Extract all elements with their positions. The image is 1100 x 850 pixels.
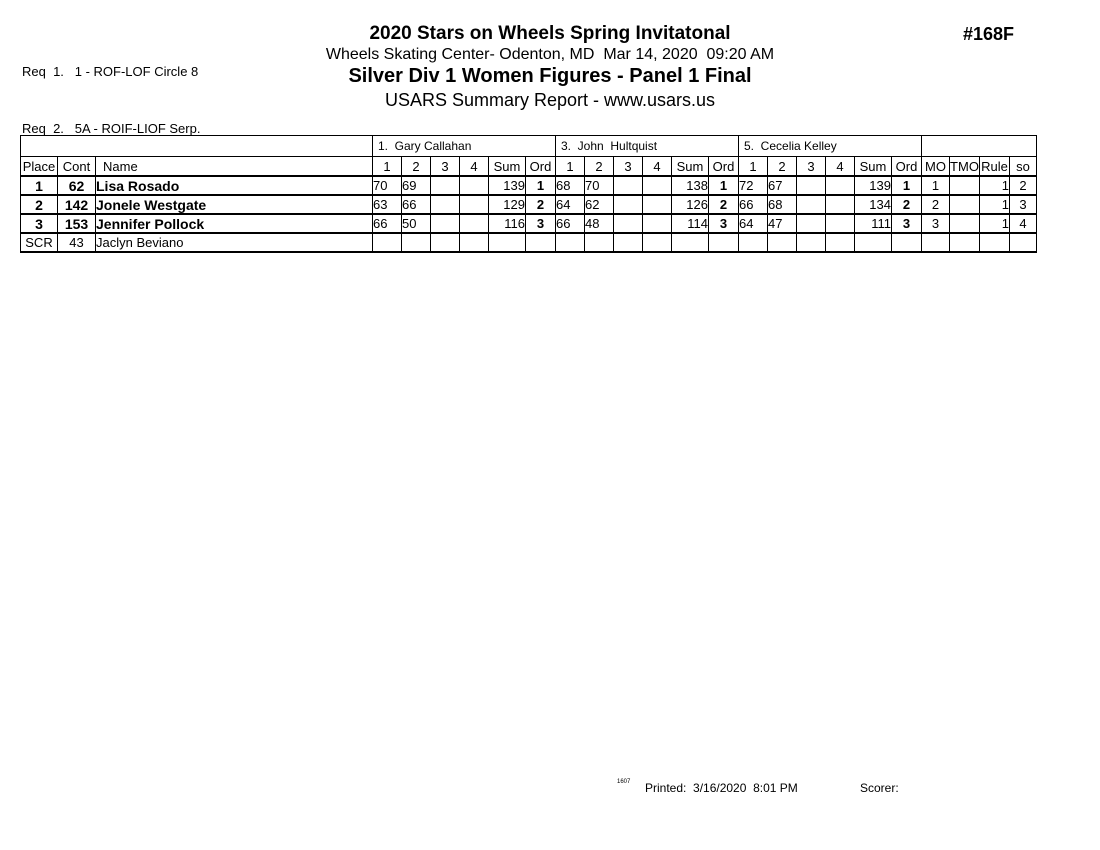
ord-cell: 2 xyxy=(892,195,922,214)
venue-date-line: Wheels Skating Center- Odenton, MD Mar 14, 2020 09:20 AM xyxy=(325,46,775,63)
header-so: so xyxy=(1010,157,1037,177)
score-cell: 68 xyxy=(768,195,797,214)
requirement-line-2: Req 2. 5A - ROIF-LIOF Serp. xyxy=(22,121,201,136)
header-mo: MO xyxy=(922,157,950,177)
judge-name-cell: 5. Cecelia Kelley xyxy=(739,136,922,157)
score-cell: 62 xyxy=(585,195,614,214)
score-cell xyxy=(431,214,460,233)
score-cell: 66 xyxy=(556,214,585,233)
sum-cell: 134 xyxy=(855,195,892,214)
name-cell: Lisa Rosado xyxy=(96,176,373,195)
score-cell xyxy=(614,195,643,214)
name-cell: Jonele Westgate xyxy=(96,195,373,214)
header-ord: Ord xyxy=(709,157,739,177)
header-score-col: 1 xyxy=(739,157,768,177)
division-title: Silver Div 1 Women Figures - Panel 1 Final xyxy=(348,65,752,87)
score-cell xyxy=(373,233,402,252)
score-cell: 64 xyxy=(556,195,585,214)
sum-cell: 139 xyxy=(489,176,526,195)
place-cell: 1 xyxy=(21,176,58,195)
score-cell xyxy=(797,195,826,214)
score-cell xyxy=(643,195,672,214)
cont-cell: 62 xyxy=(58,176,96,195)
score-cell: 68 xyxy=(556,176,585,195)
so-cell: 4 xyxy=(1010,214,1037,233)
score-cell xyxy=(402,233,431,252)
sum-cell xyxy=(672,233,709,252)
score-cell xyxy=(460,176,489,195)
cont-cell: 142 xyxy=(58,195,96,214)
score-cell: 69 xyxy=(402,176,431,195)
sum-cell: 116 xyxy=(489,214,526,233)
so-cell: 3 xyxy=(1010,195,1037,214)
report-code: 1607 xyxy=(617,779,631,785)
score-cell xyxy=(768,233,797,252)
header-score-col: 3 xyxy=(431,157,460,177)
sum-cell: 126 xyxy=(672,195,709,214)
score-cell xyxy=(614,214,643,233)
header-score-col: 2 xyxy=(585,157,614,177)
table-row xyxy=(21,176,1037,195)
judge-name-cell: 1. Gary Callahan xyxy=(373,136,556,157)
mo-cell: 2 xyxy=(922,195,950,214)
header-score-col: 4 xyxy=(460,157,489,177)
score-cell: 66 xyxy=(739,195,768,214)
score-cell xyxy=(460,233,489,252)
judge-name-cell: 3. John Hultquist xyxy=(556,136,739,157)
ord-cell: 3 xyxy=(709,214,739,233)
requirement-line-1: Req 1. 1 - ROF-LOF Circle 8 xyxy=(22,64,199,79)
sum-cell: 139 xyxy=(855,176,892,195)
results-table xyxy=(20,135,1037,253)
score-cell xyxy=(431,176,460,195)
table-row xyxy=(21,214,1037,233)
header-score-col: 1 xyxy=(373,157,402,177)
score-cell xyxy=(826,233,855,252)
header-tmo: TMO xyxy=(950,157,980,177)
ord-cell: 1 xyxy=(892,176,922,195)
report-subtitle: USARS Summary Report - www.usars.us xyxy=(384,90,716,110)
score-cell: 70 xyxy=(373,176,402,195)
score-cell xyxy=(614,233,643,252)
score-cell: 66 xyxy=(373,214,402,233)
score-cell: 64 xyxy=(739,214,768,233)
score-cell xyxy=(826,214,855,233)
rule-cell: 1 xyxy=(980,176,1010,195)
event-title: 2020 Stars on Wheels Spring Invitatonal xyxy=(369,23,731,44)
score-cell xyxy=(739,233,768,252)
score-cell xyxy=(614,176,643,195)
tmo-cell xyxy=(950,233,980,252)
so-cell xyxy=(1010,233,1037,252)
sum-cell: 138 xyxy=(672,176,709,195)
name-cell: Jaclyn Beviano xyxy=(96,233,373,252)
score-cell: 63 xyxy=(373,195,402,214)
mo-cell: 1 xyxy=(922,176,950,195)
ord-cell xyxy=(709,233,739,252)
name-cell: Jennifer Pollock xyxy=(96,214,373,233)
ord-cell: 1 xyxy=(526,176,556,195)
header-score-col: 4 xyxy=(643,157,672,177)
ord-cell xyxy=(892,233,922,252)
place-cell: SCR xyxy=(21,233,58,252)
so-cell: 2 xyxy=(1010,176,1037,195)
place-cell: 3 xyxy=(21,214,58,233)
header-score-col: 3 xyxy=(614,157,643,177)
score-cell xyxy=(826,195,855,214)
title-block xyxy=(0,22,1100,112)
ord-cell: 3 xyxy=(892,214,922,233)
score-cell xyxy=(431,233,460,252)
score-cell: 72 xyxy=(739,176,768,195)
score-cell: 47 xyxy=(768,214,797,233)
header-score-col: 4 xyxy=(826,157,855,177)
column-header-row xyxy=(21,157,1037,177)
sum-cell: 114 xyxy=(672,214,709,233)
place-cell: 2 xyxy=(21,195,58,214)
results-table-body xyxy=(21,136,1037,253)
ord-cell: 2 xyxy=(709,195,739,214)
tmo-cell xyxy=(950,214,980,233)
cont-cell: 153 xyxy=(58,214,96,233)
score-cell xyxy=(797,233,826,252)
scorer-label: Scorer: xyxy=(860,781,899,795)
score-cell xyxy=(826,176,855,195)
score-cell: 70 xyxy=(585,176,614,195)
ord-cell: 3 xyxy=(526,214,556,233)
score-cell xyxy=(643,214,672,233)
score-cell: 66 xyxy=(402,195,431,214)
judges-header-row xyxy=(21,136,1037,157)
sum-cell xyxy=(855,233,892,252)
score-cell xyxy=(460,195,489,214)
header-score-col: 2 xyxy=(402,157,431,177)
tmo-cell xyxy=(950,176,980,195)
score-cell xyxy=(585,233,614,252)
header-score-col: 1 xyxy=(556,157,585,177)
header-ord: Ord xyxy=(526,157,556,177)
score-cell xyxy=(797,176,826,195)
score-cell xyxy=(431,195,460,214)
header-ord: Ord xyxy=(892,157,922,177)
score-cell xyxy=(797,214,826,233)
table-row xyxy=(21,195,1037,214)
mo-cell: 3 xyxy=(922,214,950,233)
sum-cell: 111 xyxy=(855,214,892,233)
header-cont: Cont xyxy=(58,157,96,177)
sum-cell xyxy=(489,233,526,252)
score-cell: 50 xyxy=(402,214,431,233)
header-sum: Sum xyxy=(489,157,526,177)
header-rule: Rule xyxy=(980,157,1010,177)
score-cell xyxy=(556,233,585,252)
sum-cell: 129 xyxy=(489,195,526,214)
ord-cell: 2 xyxy=(526,195,556,214)
score-cell xyxy=(643,233,672,252)
header-score-col: 3 xyxy=(797,157,826,177)
header-sum: Sum xyxy=(672,157,709,177)
cont-cell: 43 xyxy=(58,233,96,252)
score-cell: 48 xyxy=(585,214,614,233)
printed-timestamp: Printed: 3/16/2020 8:01 PM xyxy=(645,781,798,795)
score-cell xyxy=(643,176,672,195)
ord-cell xyxy=(526,233,556,252)
corner-spacer xyxy=(21,136,373,157)
tmo-cell xyxy=(950,195,980,214)
rule-cell xyxy=(980,233,1010,252)
header-place: Place xyxy=(21,157,58,177)
header-name: Name xyxy=(96,157,373,177)
corner-spacer xyxy=(922,136,1037,157)
rule-cell: 1 xyxy=(980,214,1010,233)
score-cell: 67 xyxy=(768,176,797,195)
ord-cell: 1 xyxy=(709,176,739,195)
table-row xyxy=(21,233,1037,252)
report-number: #168F xyxy=(963,24,1015,44)
mo-cell xyxy=(922,233,950,252)
rule-cell: 1 xyxy=(980,195,1010,214)
header-score-col: 2 xyxy=(768,157,797,177)
score-cell xyxy=(460,214,489,233)
header-sum: Sum xyxy=(855,157,892,177)
